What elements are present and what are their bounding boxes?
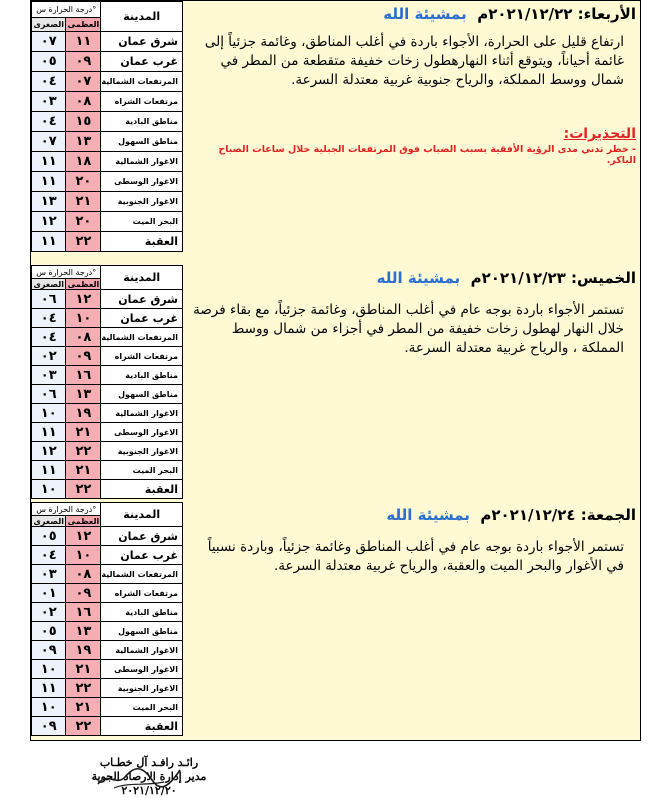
max-temp: ٠٩ <box>66 584 101 603</box>
city-name: غرب عمان <box>101 52 183 72</box>
city-name: الاغوار الجنوبية <box>101 442 183 461</box>
max-temp: ١٣ <box>66 385 101 404</box>
min-temp: ٠٢ <box>32 603 66 622</box>
min-temp: ٠١ <box>32 584 66 603</box>
city-name: غرب عمان <box>101 309 183 328</box>
min-header: الصغرى <box>33 279 64 289</box>
day-name: الأربعاء: <box>577 5 636 23</box>
city-name: الاغوار الوسطى <box>101 423 183 442</box>
forecast-info <box>189 1 636 166</box>
blessing: بمشيئة الله <box>376 269 461 287</box>
max-temp: ١٢ <box>66 290 101 309</box>
handwritten-signature-icon <box>94 762 184 792</box>
min-temp: ١٠ <box>32 698 66 717</box>
min-temp: ١١ <box>32 423 66 442</box>
temperature-table <box>31 265 183 499</box>
warnings-title: التحذيرات: <box>563 126 636 142</box>
max-header: العظمى <box>67 516 100 526</box>
max-temp: ١٥ <box>66 112 101 132</box>
day-section-friday <box>30 502 641 741</box>
min-temp: ٠٧ <box>32 132 66 152</box>
max-temp: ٢٠ <box>66 212 101 232</box>
max-temp: ٠٨ <box>66 92 101 112</box>
city-name: العقبة <box>101 717 183 736</box>
min-temp: ٠٣ <box>32 565 66 584</box>
day-heading <box>189 269 636 287</box>
max-temp: ٢١ <box>66 192 101 212</box>
max-temp: ٢١ <box>66 461 101 480</box>
max-temp: ٢١ <box>66 660 101 679</box>
min-temp: ١١ <box>32 172 66 192</box>
min-temp: ٠٦ <box>32 290 66 309</box>
city-name: الاغوار الشمالية <box>101 641 183 660</box>
min-temp: ١٠ <box>32 404 66 423</box>
signatory-name: رائـد رافـد آل خطـاب <box>99 756 199 769</box>
min-temp: ١١ <box>32 152 66 172</box>
min-temp: ٠٤ <box>32 72 66 92</box>
city-name: مرتفعات الشراه <box>101 584 183 603</box>
city-name: البحر الميت <box>101 212 183 232</box>
min-temp: ١٢ <box>32 442 66 461</box>
temperature-table <box>31 502 183 736</box>
max-temp: ١١ <box>66 32 101 52</box>
city-name: الاغوار الوسطى <box>101 172 183 192</box>
city-name: شرق عمان <box>101 290 183 309</box>
min-temp: ٠٣ <box>32 366 66 385</box>
max-temp: ٢١ <box>66 423 101 442</box>
max-header: العظمى <box>67 279 100 289</box>
forecast-description: تستمر الأجواء باردة بوجه عام في أغلب المناطق وغائمة جزئياً، وباردة نسبياً في الأغوار والبحر الميت والعقبة، والرياح غربية معتدلة السرعة. <box>207 539 624 574</box>
day-date: ٢٠٢١/١٢/٢٢م <box>477 5 573 23</box>
warning-text: - خطر تدني مدى الرؤية الأفقية بسبب الضباب فوق المرتفعات الجبلية خلال ساعات الصباح الباكر. <box>218 144 636 166</box>
day-section-wednesday <box>30 0 641 267</box>
forecast-info <box>189 502 636 576</box>
city-name: العقبة <box>101 232 183 252</box>
max-temp: ٢٢ <box>66 679 101 698</box>
city-name: مناطق البادية <box>101 603 183 622</box>
city-name: البحر الميت <box>101 698 183 717</box>
blessing: بمشيئة الله <box>383 5 467 23</box>
min-temp: ٠٤ <box>32 112 66 132</box>
min-temp: ٠٦ <box>32 385 66 404</box>
signatory-title: مدير إدارة الارصاد الجوية <box>91 770 207 783</box>
city-name: الاغوار الشمالية <box>101 404 183 423</box>
max-temp: ٢٢ <box>66 717 101 736</box>
min-temp: ٠٣ <box>32 92 66 112</box>
min-header: الصغرى <box>32 18 66 32</box>
min-header: الصغرى <box>33 516 64 526</box>
blessing: بمشيئة الله <box>386 506 470 524</box>
city-header: المدينة <box>101 2 183 32</box>
day-heading <box>189 5 636 23</box>
min-temp: ١٢ <box>32 212 66 232</box>
city-name: العقبة <box>101 480 183 499</box>
max-temp: ١٨ <box>66 152 101 172</box>
city-name: مناطق السهول <box>101 132 183 152</box>
max-temp: ١٣ <box>66 132 101 152</box>
signature-date: ٢٠٢١/١٢/٢٠ <box>121 784 177 797</box>
city-name: شرق عمان <box>101 527 183 546</box>
max-temp: ١٢ <box>66 527 101 546</box>
city-name: مناطق البادية <box>101 366 183 385</box>
min-temp: ١٣ <box>32 192 66 212</box>
city-name: الاغوار الجنوبية <box>101 679 183 698</box>
min-temp: ٠٥ <box>32 622 66 641</box>
city-name: غرب عمان <box>101 546 183 565</box>
temperature-table <box>31 1 183 252</box>
max-temp: ١٦ <box>66 366 101 385</box>
city-header: المدينة <box>101 266 183 290</box>
city-name: المرتفعات الشمالية <box>101 328 183 347</box>
city-name: مناطق البادية <box>101 112 183 132</box>
day-name: الجمعة: <box>580 506 636 524</box>
min-temp: ٠٤ <box>32 309 66 328</box>
city-name: مرتفعات الشراه <box>101 92 183 112</box>
day-date: ٢٠٢١/١٢/٢٤م <box>480 506 576 524</box>
forecast-description: تستمر الأجواء باردة بوجه عام في أغلب المناطق، وغائمة جزئياً، مع بقاء فرصة خلال النهار لهطول زخات خفيفة من المطر في أجزاء من شمال ووسط المملكة ، والرياح غربية معتدلة السرعة. <box>193 302 624 356</box>
max-temp: ٠٧ <box>66 72 101 92</box>
max-temp: ١٩ <box>66 641 101 660</box>
max-temp: ١٠ <box>66 309 101 328</box>
min-temp: ٠٧ <box>32 32 66 52</box>
temp-header: درجة الحرارة س° <box>32 503 101 516</box>
day-heading <box>189 506 636 524</box>
max-header: العظمى <box>66 18 101 32</box>
min-temp: ١١ <box>32 679 66 698</box>
max-temp: ١٠ <box>66 546 101 565</box>
min-temp: ٠٥ <box>32 527 66 546</box>
city-name: المرتفعات الشمالية <box>101 565 183 584</box>
temp-header: درجة الحرارة س° <box>32 2 101 18</box>
max-temp: ٠٨ <box>66 328 101 347</box>
forecast-page <box>30 0 641 756</box>
max-temp: ٢٠ <box>66 172 101 192</box>
forecast-description: ارتفاع قليل على الحرارة، الأجواء باردة في أغلب المناطق، وغائمة جزئياً إلى غائمة أحياناً، ويتوقع أثناء النهارهطول زخات خفيفة متقطعة من المطر في شمال ووسط المملكة، والرياح جنوبية غربية معتدلة السرعة. <box>204 34 624 88</box>
max-temp: ٢٢ <box>66 480 101 499</box>
min-temp: ٠٤ <box>32 328 66 347</box>
min-temp: ١١ <box>32 461 66 480</box>
day-date: ٢٠٢١/١٢/٢٣م <box>470 269 566 287</box>
city-name: الاغوار الجنوبية <box>101 192 183 212</box>
max-temp: ٢٢ <box>66 232 101 252</box>
max-temp: ٠٩ <box>66 52 101 72</box>
forecast-info <box>189 265 636 358</box>
temp-header: درجة الحرارة س° <box>32 266 101 279</box>
city-name: مناطق السهول <box>101 622 183 641</box>
city-name: مناطق السهول <box>101 385 183 404</box>
city-name: البحر الميت <box>101 461 183 480</box>
city-name: مرتفعات الشراه <box>101 347 183 366</box>
min-temp: ٠٤ <box>32 546 66 565</box>
city-name: الاغوار الوسطى <box>101 660 183 679</box>
min-temp: ٠٩ <box>32 641 66 660</box>
max-temp: ٢١ <box>66 698 101 717</box>
max-temp: ٢٢ <box>66 442 101 461</box>
max-temp: ١٦ <box>66 603 101 622</box>
min-temp: ٠٩ <box>32 717 66 736</box>
min-temp: ١٠ <box>32 660 66 679</box>
city-name: الاغوار الشمالية <box>101 152 183 172</box>
max-temp: ١٩ <box>66 404 101 423</box>
min-temp: ١٠ <box>32 480 66 499</box>
max-temp: ٠٨ <box>66 565 101 584</box>
city-name: المرتفعات الشمالية <box>101 72 183 92</box>
min-temp: ٠٥ <box>32 52 66 72</box>
city-header: المدينة <box>101 503 183 527</box>
min-temp: ١١ <box>32 232 66 252</box>
signature-block <box>84 756 214 798</box>
day-name: الخميس: <box>571 269 636 287</box>
day-section-thursday <box>30 265 641 503</box>
min-temp: ٠٢ <box>32 347 66 366</box>
max-temp: ١٣ <box>66 622 101 641</box>
city-name: شرق عمان <box>101 32 183 52</box>
max-temp: ٠٩ <box>66 347 101 366</box>
